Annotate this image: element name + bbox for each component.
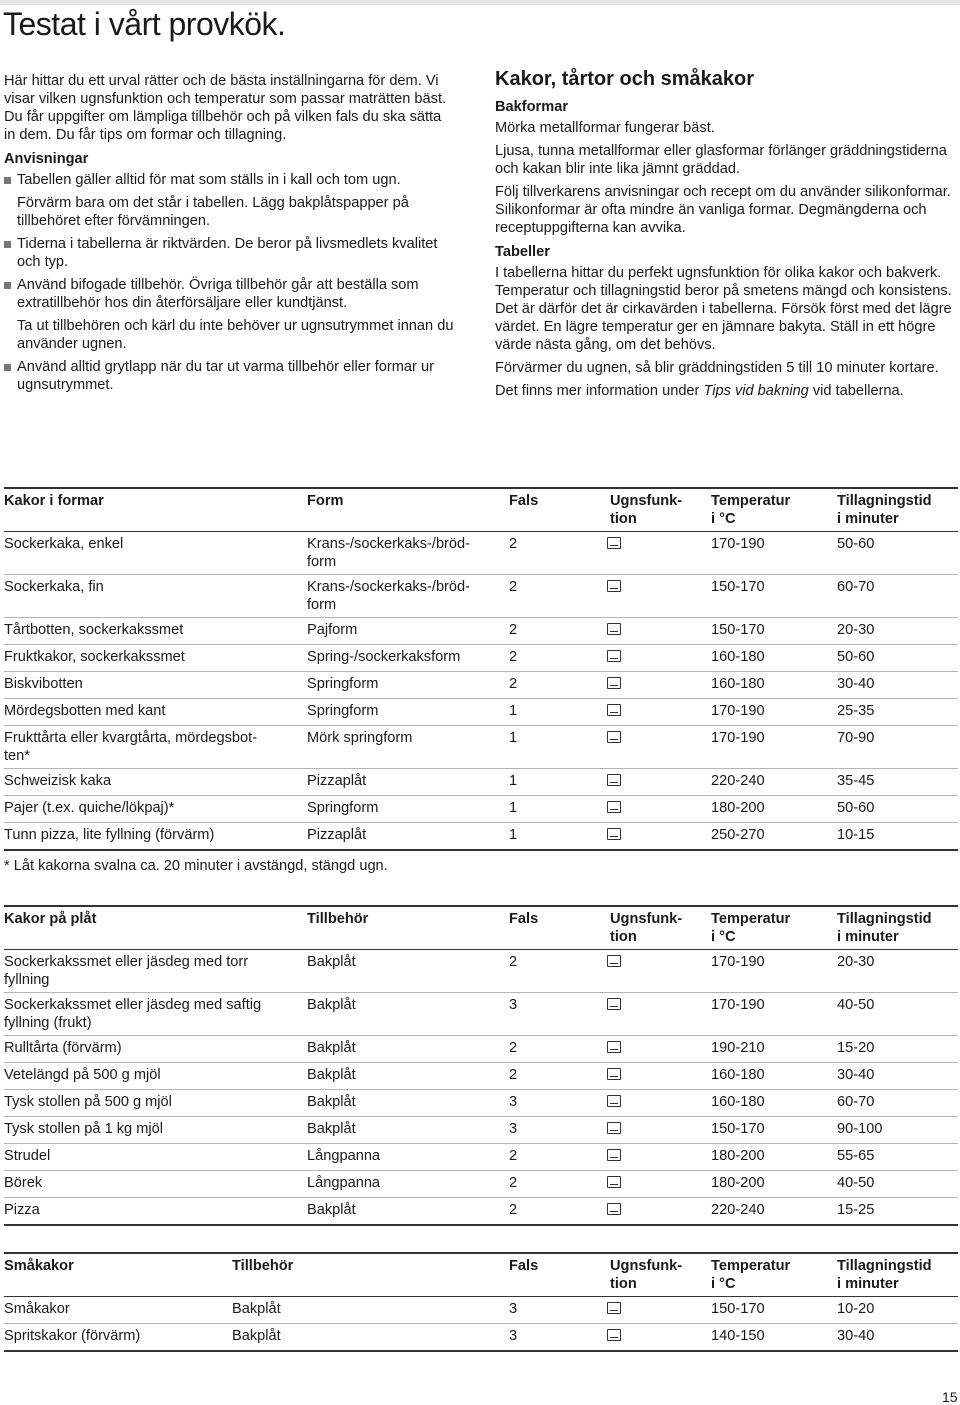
level-cell: 2	[509, 954, 518, 970]
temperature-cell: 150-170	[711, 1121, 765, 1137]
time-cell: 40-50	[837, 1175, 875, 1191]
form-cell: Pizzaplåt	[307, 773, 367, 789]
top-rule	[0, 0, 960, 5]
sub-heading-bakformar: Bakformar	[495, 99, 568, 115]
level-cell: 1	[509, 773, 518, 789]
dish-cell: Strudel	[4, 1148, 51, 1164]
column-header: Tillbehör	[232, 1258, 294, 1274]
temperature-cell: 170-190	[711, 703, 765, 719]
page-number: 15	[942, 1389, 958, 1405]
top-bottom-heat-icon	[607, 1203, 621, 1215]
table-row	[4, 645, 958, 672]
table-row	[4, 1036, 958, 1063]
top-bottom-heat-icon	[607, 623, 621, 635]
table-row	[4, 993, 958, 1036]
temperature-cell: 140-150	[711, 1328, 765, 1344]
level-cell: 2	[509, 1067, 518, 1083]
dish-cell: Mördegsbotten med kant	[4, 703, 166, 719]
level-cell: 2	[509, 1040, 518, 1056]
top-bottom-heat-icon	[607, 998, 621, 1010]
form-cell: Bakplåt	[307, 1094, 356, 1110]
column-header: Ugnsfunk- tion	[610, 1258, 683, 1292]
dish-cell: Sockerkaka, enkel	[4, 536, 124, 552]
dish-cell: Frukttårta eller kvargtårta, mördegsbot- ten*	[4, 730, 258, 764]
level-cell: 3	[509, 1121, 518, 1137]
dish-cell: Sockerkaka, fin	[4, 579, 104, 595]
paragraph: Mörka metallformar fungerar bäst.	[495, 120, 715, 136]
table-row	[4, 1297, 958, 1324]
paragraph: Förvärmer du ugnen, så blir gräddningstiden 5 till 10 minuter kortare.	[495, 360, 939, 376]
level-cell: 3	[509, 1094, 518, 1110]
form-cell: Krans-/sockerkaks-/bröd- form	[307, 579, 471, 613]
left-column	[4, 72, 454, 399]
right-column	[495, 70, 959, 405]
form-cell: Springform	[307, 800, 379, 816]
section-heading: Kakor, tårtor och småkakor	[495, 68, 754, 90]
table-smakakor	[4, 1252, 958, 1352]
column-header: Ugnsfunk- tion	[610, 493, 683, 527]
level-cell: 3	[509, 1301, 518, 1317]
form-cell: Bakplåt	[307, 997, 356, 1013]
form-cell: Bakplåt	[307, 1040, 356, 1056]
level-cell: 3	[509, 1328, 518, 1344]
temperature-cell: 160-180	[711, 1067, 765, 1083]
top-bottom-heat-icon	[607, 1176, 621, 1188]
form-cell: Bakplåt	[307, 954, 356, 970]
intro-text: Här hittar du ett urval rätter och de bästa inställningarna för dem. Vi visar vilken ugnsfunktion och temperatur som passar maträtten bäst. Du får uppgifter om lämpliga tillbehör och på vilken fals du ska sätta in dem. Du får tips om formar och tillagning.	[4, 73, 447, 143]
table-row	[4, 1324, 958, 1352]
form-cell: Bakplåt	[307, 1121, 356, 1137]
dish-cell: Sockerkakssmet eller jäsdeg med torr fyllning	[4, 954, 249, 988]
note-bullet: Använd alltid grytlapp när du tar ut varma tillbehör eller formar ur ugnsutrymmet.	[4, 358, 454, 394]
column-header: Temperatur i °C	[711, 493, 791, 527]
temperature-cell: 160-180	[711, 676, 765, 692]
column-header: Kakor i formar	[4, 493, 104, 509]
temperature-cell: 180-200	[711, 1148, 765, 1164]
column-header: Tillagningstid i minuter	[837, 493, 932, 527]
paragraph: Följ tillverkarens anvisningar och recept om du använder silikonformar. Silikonformar är ofta mindre än vanliga formar. Degmängderna och receptuppgifterna kan avvika.	[495, 184, 951, 236]
column-header: Temperatur i °C	[711, 1258, 791, 1292]
top-bottom-heat-icon	[607, 650, 621, 662]
note-text: Ta ut tillbehören och kärl du inte behöver ur ugnsutrymmet innan du använder ugnen.	[17, 318, 454, 352]
top-bottom-heat-icon	[607, 677, 621, 689]
top-bottom-heat-icon	[607, 828, 621, 840]
time-cell: 90-100	[837, 1121, 883, 1137]
form-cell: Bakplåt	[307, 1202, 356, 1218]
form-cell: Bakplåt	[232, 1301, 281, 1317]
table-row	[4, 769, 958, 796]
dish-cell: Biskvibotten	[4, 676, 83, 692]
top-bottom-heat-icon	[607, 537, 621, 549]
sub-heading-tabeller: Tabeller	[495, 244, 550, 260]
top-bottom-heat-icon	[607, 955, 621, 967]
temperature-cell: 150-170	[711, 579, 765, 595]
table-row	[4, 823, 958, 851]
note-bullet: Tiderna i tabellerna är riktvärden. De beror på livsmedlets kvalitet och typ.	[4, 235, 454, 271]
form-cell: Krans-/sockerkaks-/bröd- form	[307, 536, 471, 570]
dish-cell: Småkakor	[4, 1301, 70, 1317]
table-row	[4, 575, 958, 618]
time-cell: 60-70	[837, 1094, 875, 1110]
form-cell: Mörk springform	[307, 730, 413, 746]
temperature-cell: 170-190	[711, 730, 765, 746]
dish-cell: Tysk stollen på 1 kg mjöl	[4, 1121, 163, 1137]
level-cell: 2	[509, 536, 518, 552]
form-cell: Springform	[307, 703, 379, 719]
time-cell: 35-45	[837, 773, 875, 789]
table-footnote: * Låt kakorna svalna ca. 20 minuter i avstängd, stängd ugn.	[4, 858, 388, 874]
level-cell: 3	[509, 997, 518, 1013]
dish-cell: Börek	[4, 1175, 43, 1191]
level-cell: 1	[509, 730, 518, 746]
time-cell: 20-30	[837, 954, 875, 970]
column-header: Tillagningstid i minuter	[837, 1258, 932, 1292]
top-bottom-heat-icon	[607, 1068, 621, 1080]
temperature-cell: 250-270	[711, 827, 765, 843]
column-header: Kakor på plåt	[4, 911, 97, 927]
table-row	[4, 1198, 958, 1226]
table-row	[4, 1171, 958, 1198]
tips-link-text: Tips vid bakning	[703, 383, 809, 399]
table-header-row	[4, 487, 958, 532]
time-cell: 40-50	[837, 997, 875, 1013]
time-cell: 50-60	[837, 536, 875, 552]
table-row	[4, 1117, 958, 1144]
time-cell: 30-40	[837, 676, 875, 692]
column-header: Temperatur i °C	[711, 911, 791, 945]
table-header-row	[4, 905, 958, 950]
top-bottom-heat-icon	[607, 580, 621, 592]
dish-cell: Fruktkakor, sockerkakssmet	[4, 649, 185, 665]
dish-cell: Tårtbotten, sockerkakssmet	[4, 622, 184, 638]
table-header-row	[4, 1252, 958, 1297]
column-header: Form	[307, 493, 344, 509]
level-cell: 2	[509, 1175, 518, 1191]
top-bottom-heat-icon	[607, 1149, 621, 1161]
dish-cell: Pizza	[4, 1202, 40, 1218]
time-cell: 50-60	[837, 649, 875, 665]
time-cell: 20-30	[837, 622, 875, 638]
paragraph: Det finns mer information under Tips vid bakning vid tabellerna.	[495, 383, 904, 399]
column-header: Tillagningstid i minuter	[837, 911, 932, 945]
table-row	[4, 618, 958, 645]
level-cell: 1	[509, 703, 518, 719]
table-kakor-pa-plat	[4, 905, 958, 1226]
column-header: Tillbehör	[307, 911, 369, 927]
dish-cell: Tunn pizza, lite fyllning (förvärm)	[4, 827, 215, 843]
table-row	[4, 796, 958, 823]
dish-cell: Schweizisk kaka	[4, 773, 112, 789]
top-bottom-heat-icon	[607, 704, 621, 716]
table-row	[4, 532, 958, 575]
temperature-cell: 170-190	[711, 536, 765, 552]
column-header: Fals	[509, 493, 539, 509]
time-cell: 10-20	[837, 1301, 875, 1317]
table-row	[4, 726, 958, 769]
time-cell: 25-35	[837, 703, 875, 719]
level-cell: 2	[509, 676, 518, 692]
temperature-cell: 180-200	[711, 1175, 765, 1191]
dish-cell: Pajer (t.ex. quiche/lökpaj)*	[4, 800, 175, 816]
column-header: Småkakor	[4, 1258, 74, 1274]
form-cell: Pajform	[307, 622, 358, 638]
time-cell: 50-60	[837, 800, 875, 816]
note-bullet: Tabellen gäller alltid för mat som ställs in i kall och tom ugn.	[4, 171, 454, 189]
column-header: Fals	[509, 1258, 539, 1274]
level-cell: 2	[509, 1202, 518, 1218]
temperature-cell: 170-190	[711, 954, 765, 970]
table-row	[4, 1063, 958, 1090]
notes-heading: Anvisningar	[4, 151, 89, 167]
temperature-cell: 150-170	[711, 622, 765, 638]
dish-cell: Vetelängd på 500 g mjöl	[4, 1067, 161, 1083]
form-cell: Springform	[307, 676, 379, 692]
column-header: Ugnsfunk- tion	[610, 911, 683, 945]
form-cell: Spring-/sockerkaksform	[307, 649, 461, 665]
time-cell: 70-90	[837, 730, 875, 746]
dish-cell: Sockerkakssmet eller jäsdeg med saftig fyllning (frukt)	[4, 997, 262, 1031]
time-cell: 55-65	[837, 1148, 875, 1164]
table-row	[4, 950, 958, 993]
level-cell: 2	[509, 1148, 518, 1164]
note-text: Förvärm bara om det står i tabellen. Lägg bakplåtspapper på tillbehöret efter förvämningen.	[17, 195, 409, 229]
temperature-cell: 160-180	[711, 649, 765, 665]
top-bottom-heat-icon	[607, 731, 621, 743]
temperature-cell: 220-240	[711, 773, 765, 789]
time-cell: 15-25	[837, 1202, 875, 1218]
temperature-cell: 160-180	[711, 1094, 765, 1110]
table-row	[4, 699, 958, 726]
top-bottom-heat-icon	[607, 801, 621, 813]
dish-cell: Rulltårta (förvärm)	[4, 1040, 122, 1056]
top-bottom-heat-icon	[607, 1041, 621, 1053]
level-cell: 2	[509, 622, 518, 638]
time-cell: 10-15	[837, 827, 875, 843]
page-title: Testat i vårt provkök.	[3, 6, 286, 42]
time-cell: 15-20	[837, 1040, 875, 1056]
level-cell: 1	[509, 800, 518, 816]
table-kakor-i-formar	[4, 487, 958, 851]
form-cell: Långpanna	[307, 1148, 381, 1164]
form-cell: Långpanna	[307, 1175, 381, 1191]
top-bottom-heat-icon	[607, 1095, 621, 1107]
top-bottom-heat-icon	[607, 1302, 621, 1314]
time-cell: 30-40	[837, 1328, 875, 1344]
table-row	[4, 1090, 958, 1117]
temperature-cell: 220-240	[711, 1202, 765, 1218]
form-cell: Bakplåt	[232, 1328, 281, 1344]
time-cell: 30-40	[837, 1067, 875, 1083]
dish-cell: Spritskakor (förvärm)	[4, 1328, 141, 1344]
time-cell: 60-70	[837, 579, 875, 595]
column-header: Fals	[509, 911, 539, 927]
form-cell: Pizzaplåt	[307, 827, 367, 843]
temperature-cell: 170-190	[711, 997, 765, 1013]
level-cell: 2	[509, 579, 518, 595]
paragraph: Ljusa, tunna metallformar eller glasformar förlänger gräddningstiderna och kakan blir inte lika jämnt gräddad.	[495, 143, 947, 177]
top-bottom-heat-icon	[607, 1329, 621, 1341]
note-bullet: Använd bifogade tillbehör. Övriga tillbehör går att beställa som extratillbehör hos din återförsäljare eller kundtjänst.	[4, 276, 454, 312]
top-bottom-heat-icon	[607, 1122, 621, 1134]
form-cell: Bakplåt	[307, 1067, 356, 1083]
table-row	[4, 1144, 958, 1171]
level-cell: 1	[509, 827, 518, 843]
temperature-cell: 150-170	[711, 1301, 765, 1317]
top-bottom-heat-icon	[607, 774, 621, 786]
dish-cell: Tysk stollen på 500 g mjöl	[4, 1094, 172, 1110]
temperature-cell: 190-210	[711, 1040, 765, 1056]
temperature-cell: 180-200	[711, 800, 765, 816]
paragraph: I tabellerna hittar du perfekt ugnsfunktion för olika kakor och bakverk. Temperatur och tillagningstid beror på smetens mängd och konsistens. Det är därför det är cirkavärden i tabellerna. Försök först med det lägre värdet. En lägre temperatur ger en jämnare bakyta. Ställ in ett högre värde nästa gång, om det behövs.	[495, 265, 952, 353]
table-row	[4, 672, 958, 699]
level-cell: 2	[509, 649, 518, 665]
